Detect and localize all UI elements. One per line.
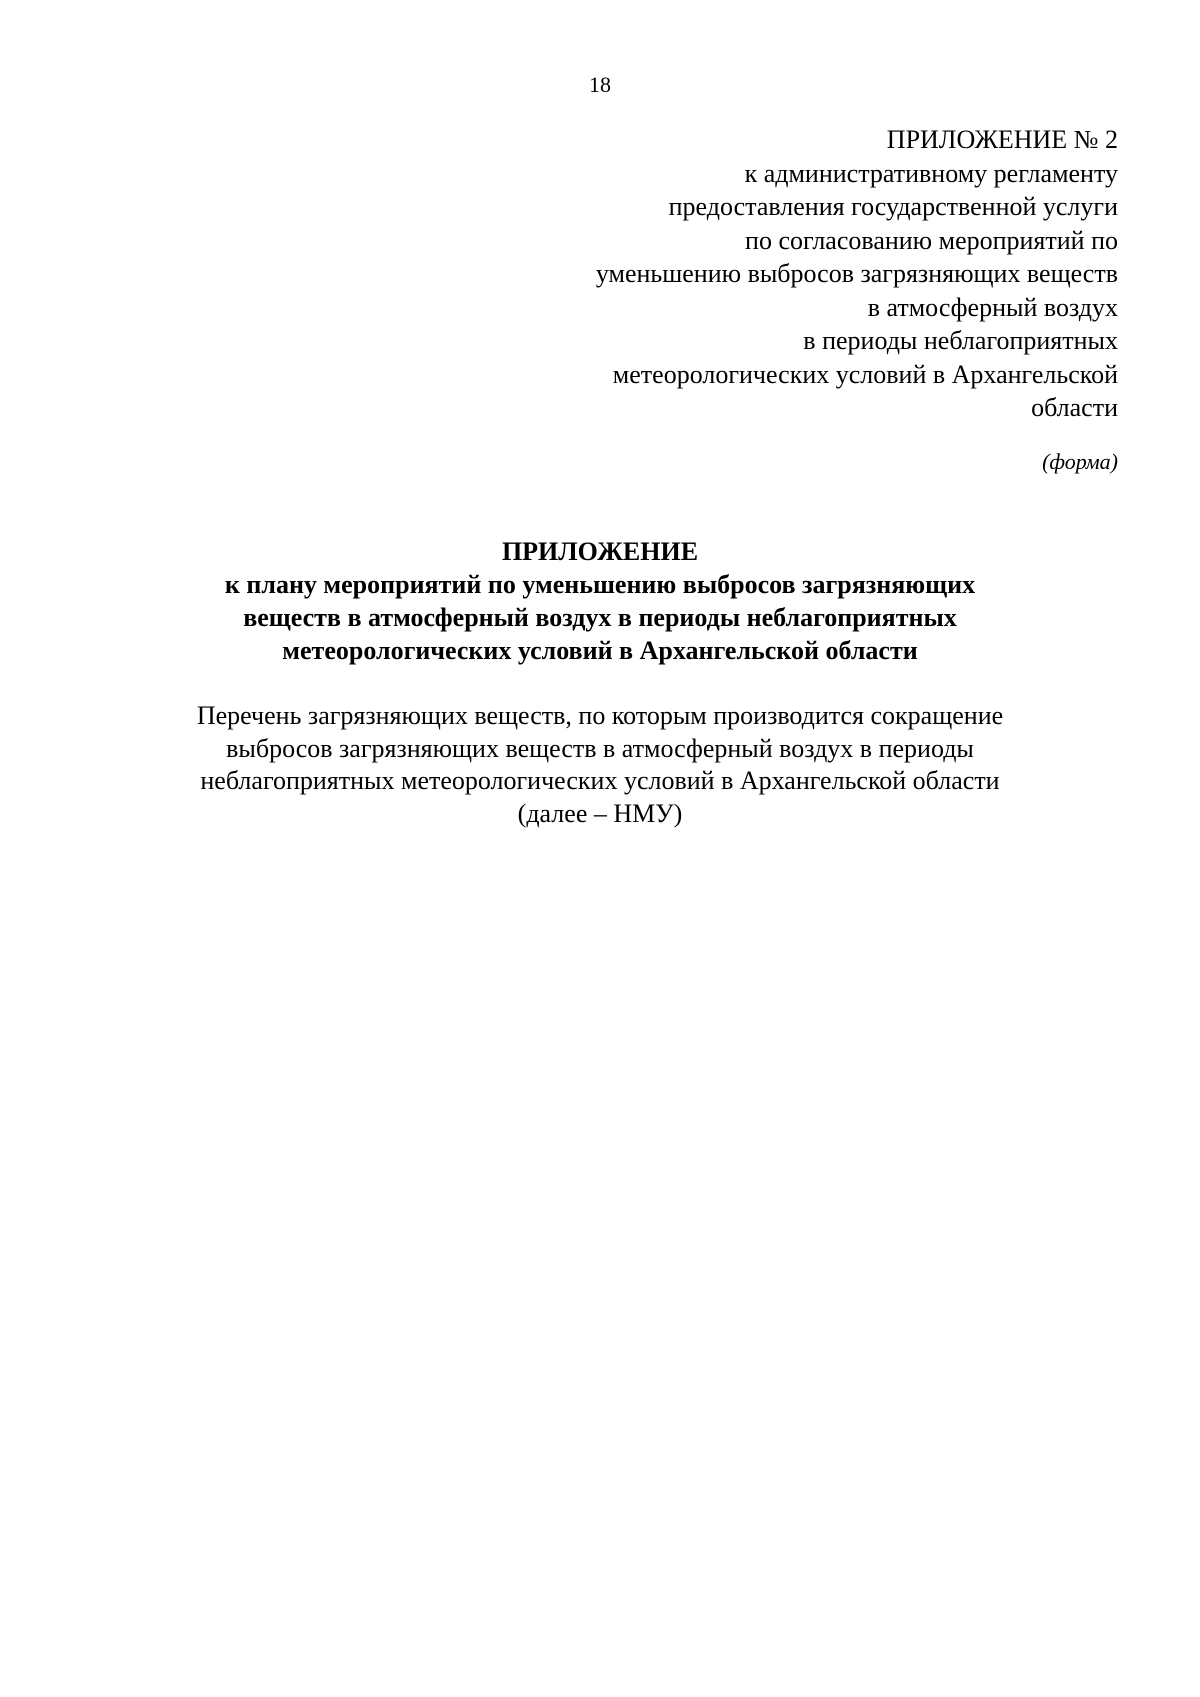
list-heading-line: Перечень загрязняющих веществ, по которым производится сокращение [196, 701, 1004, 730]
heading-title: ПРИЛОЖЕНИЕ [501, 537, 699, 566]
list-heading-line: неблагоприятных метеорологических условий в Архангельской области [200, 766, 1000, 795]
appendix-title: ПРИЛОЖЕНИЕ № 2 [886, 125, 1118, 154]
appendix-line: в периоды неблагоприятных [803, 326, 1118, 355]
list-heading-line: (далее – НМУ) [517, 798, 683, 828]
appendix-line: к административному регламенту [744, 158, 1118, 188]
appendix-line: метеорологических условий в Архангельской [612, 359, 1118, 389]
heading-line: метеорологических условий в Архангельской области [282, 636, 918, 665]
appendix-line: области [1031, 393, 1118, 422]
heading-line: к плану мероприятий по уменьшению выбросов загрязняющих [224, 570, 976, 599]
list-heading [0, 700, 1200, 830]
heading-line: веществ в атмосферный воздух в периоды неблагоприятных [243, 603, 957, 632]
appendix-header [418, 123, 1118, 425]
document-heading [0, 535, 1200, 667]
appendix-line: предоставления государственной услуги [668, 192, 1118, 221]
list-heading-line: выбросов загрязняющих веществ в атмосферный воздух в периоды [226, 733, 974, 763]
appendix-line: по согласованию мероприятий по [745, 225, 1118, 255]
page-number: 18 [589, 72, 611, 97]
appendix-line: в атмосферный воздух [867, 292, 1118, 322]
appendix-line: уменьшению выбросов загрязняющих веществ [595, 259, 1118, 288]
form-note: (форма) [1042, 449, 1118, 474]
